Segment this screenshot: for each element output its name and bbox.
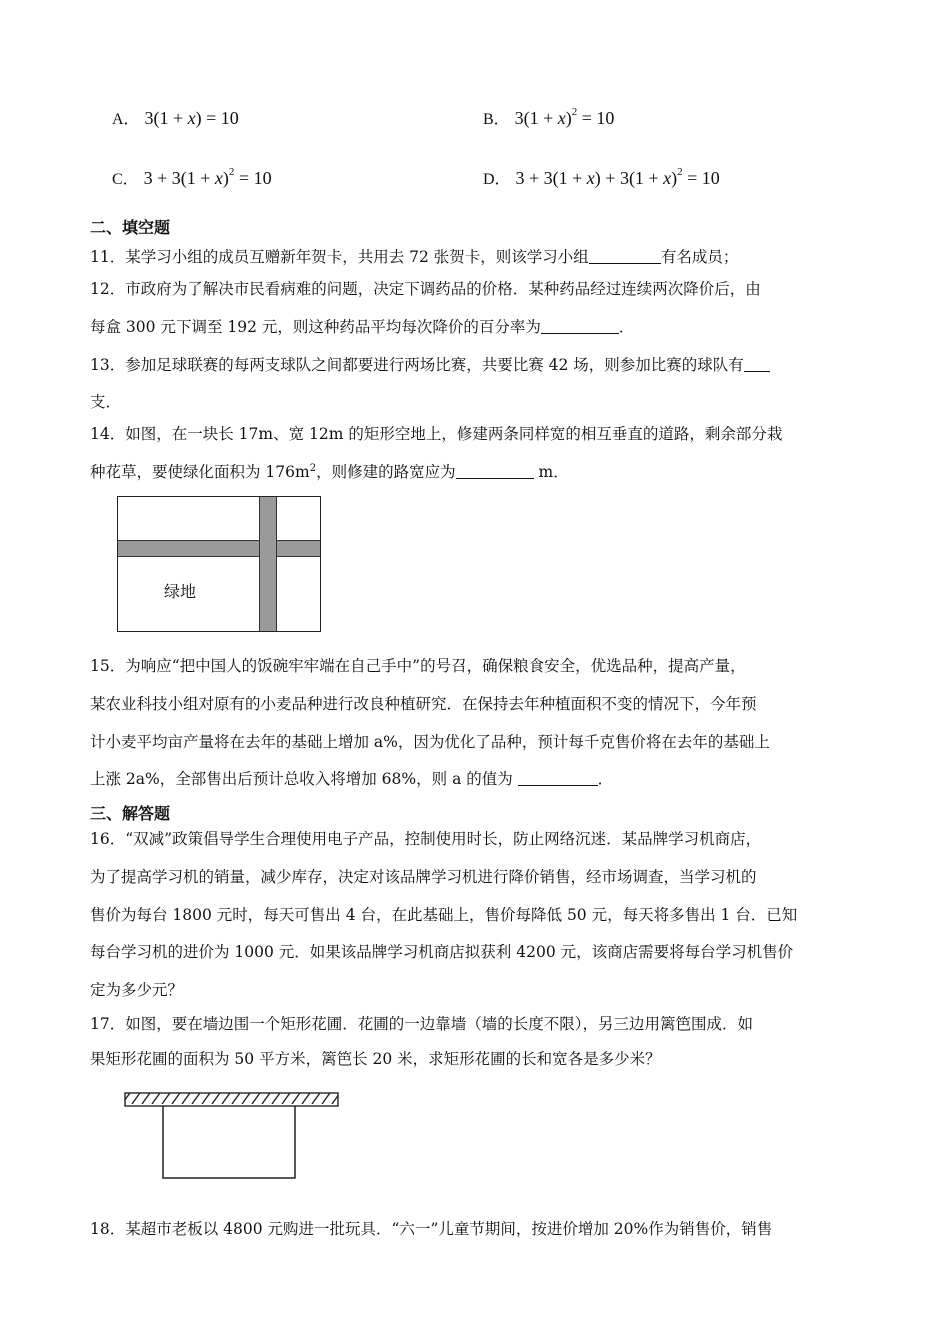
option-d bbox=[483, 166, 720, 189]
question-15-line4: 上涨 2a%，全部售出后预计总收入将增加 68%，则 a 的值为 ． bbox=[90, 770, 614, 788]
option-a bbox=[112, 106, 239, 129]
horizontal-road bbox=[118, 540, 320, 557]
answer-blank[interactable] bbox=[744, 356, 770, 372]
answer-blank[interactable] bbox=[518, 770, 598, 786]
question-13-line1: 13．参加足球联赛的每两支球队之间都要进行两场比赛，共要比赛 42 场，则参加比赛的球队有 bbox=[90, 353, 770, 375]
question-16-line4: 每台学习机的进价为 1000 元．如果该品牌学习机商店拟获利 4200 元，该商店需要将每台学习机售价 bbox=[90, 943, 794, 961]
answer-blank[interactable] bbox=[456, 463, 534, 479]
green-land-label: 绿地 bbox=[164, 582, 197, 601]
option-c-expr: $3 + 3(1 + x)^2 = 10$ bbox=[143, 166, 272, 188]
option-a-expr: 3(1 + x) = 10 bbox=[144, 108, 239, 128]
question-15-line2: 某农业科技小组对原有的小麦品种进行改良种植研究．在保持去年种植面积不变的情况下，今年预 bbox=[90, 695, 757, 713]
vertical-road bbox=[259, 497, 277, 631]
option-b bbox=[483, 106, 614, 129]
question-15-line3: 计小麦平均亩产量将在去年的基础上增加 a%，因为优化了品种，预计每千克售价将在去年的基础上 bbox=[90, 733, 770, 751]
question-14-line1: 14．如图，在一块长 17m、宽 12m 的矩形空地上，修建两条同样宽的相互垂直的道路，剩余部分栽 bbox=[90, 425, 783, 443]
green-land-figure bbox=[117, 496, 321, 632]
question-15-line1: 15．为响应“把中国人的饭碗牢牢端在自己手中”的号召，确保粮食安全，优选品种，提高产量， bbox=[90, 657, 746, 675]
question-17-line2: 果矩形花圃的面积为 50 平方米，篱笆长 20 米，求矩形花圃的长和宽各是多少米？ bbox=[90, 1050, 661, 1068]
question-12-line1: 12．市政府为了解决市民看病难的问题，决定下调药品的价格．某种药品经过连续两次降价后，由 bbox=[90, 280, 761, 298]
garden-figure bbox=[120, 1090, 342, 1184]
question-16-line1: 16．“双减”政策倡导学生合理使用电子产品，控制使用时长，防止网络沉迷．某品牌学习机商店， bbox=[90, 830, 762, 848]
answer-blank[interactable] bbox=[589, 248, 661, 264]
question-13-line2: 支． bbox=[90, 393, 122, 411]
question-17-line1: 17．如图，要在墙边围一个矩形花圃．花圃的一边靠墙（墙的长度不限），另三边用篱笆围成．如 bbox=[90, 1015, 753, 1033]
question-11: 11．某学习小组的成员互赠新年贺卡，共用去 72 张贺卡，则该学习小组 有名成员； bbox=[90, 248, 739, 266]
option-c bbox=[112, 166, 272, 189]
option-c-label: C． bbox=[112, 171, 139, 188]
option-a-label: A． bbox=[112, 111, 140, 128]
option-b-label: B． bbox=[483, 111, 510, 128]
option-d-expr: $3 + 3(1 + x) + 3(1 + x)^2 = 10$ bbox=[515, 166, 720, 188]
question-16-line5: 定为多少元？ bbox=[90, 981, 184, 999]
option-d-label: D． bbox=[483, 171, 511, 188]
wall-hatch bbox=[125, 1093, 338, 1106]
garden-fence bbox=[163, 1106, 295, 1178]
answer-blank[interactable] bbox=[541, 318, 619, 334]
question-12-line2: 每盒 300 元下调至 192 元，则这种药品平均每次降价的百分率为 ． bbox=[90, 318, 635, 336]
question-14-line2: 种花草，要使绿化面积为 $176m^2$，则修建的路宽应为 m． bbox=[90, 462, 569, 481]
option-b-expr: $3(1 + x)^2 = 10$ bbox=[514, 106, 615, 128]
question-16-line3: 售价为每台 1800 元时，每天可售出 4 台，在此基础上，售价每降低 50 元，每天将多售出 1 台．已知 bbox=[90, 906, 798, 924]
question-18-line1: 18．某超市老板以 4800 元购进一批玩具．“六一”儿童节期间，按进价增加 20%作为销售价，销售 bbox=[90, 1220, 773, 1238]
section-answer-title: 三、解答题 bbox=[90, 804, 171, 823]
question-16-line2: 为了提高学习机的销量，减少库存，决定对该品牌学习机进行降价销售，经市场调查，当学习机的 bbox=[90, 868, 757, 886]
section-fill-in-title: 二、填空题 bbox=[90, 218, 171, 237]
